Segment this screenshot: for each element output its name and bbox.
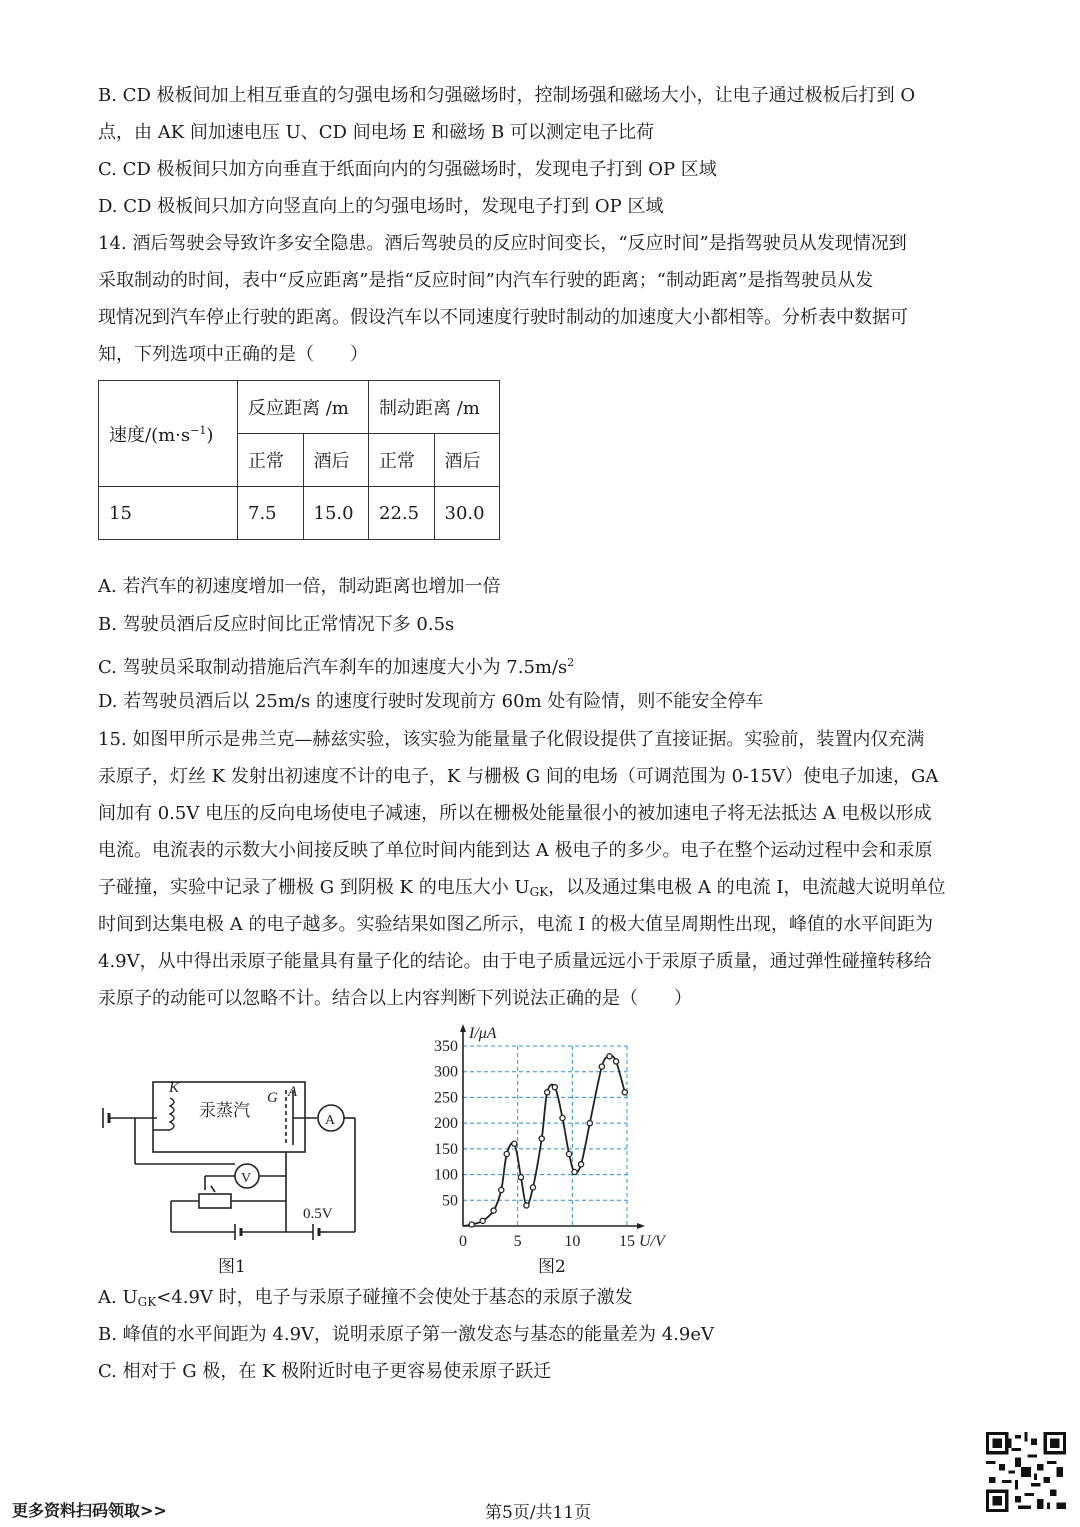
page-number: 第5页/共11页 — [485, 1503, 592, 1523]
chart-axes — [460, 1024, 645, 1229]
q15-stem-line7: 4.9V，从中得出汞原子能量具有量子化的结论。由于电子质量远远小于汞原子质量，通过弹性碰撞转移给 — [98, 951, 932, 972]
chart-tick-labels — [434, 1038, 635, 1250]
label-a: A — [288, 1084, 298, 1100]
q14-option-c — [98, 651, 574, 680]
table-cell-reaction-drunk: 15.0 — [303, 487, 369, 540]
data-point — [560, 1115, 565, 1120]
data-point — [539, 1136, 544, 1141]
data-point — [530, 1185, 535, 1190]
data-point — [480, 1218, 485, 1223]
y-axis-arrow — [460, 1024, 466, 1032]
q15-option-a-pre: A. U — [98, 1287, 138, 1308]
q14-option-d: D. 若驾驶员酒后以 25m/s 的速度行驶时发现前方 60m 处有险情，则不能安全停车 — [98, 691, 764, 712]
data-point — [545, 1090, 550, 1095]
table-cell-braking-drunk: 30.0 — [434, 487, 500, 540]
q15-option-a-subscript: GK — [137, 1295, 157, 1309]
x-tick-label: 0 — [459, 1233, 467, 1250]
y-axis-label: I/μA — [469, 1025, 497, 1042]
q15-stem-line8: 汞原子的动能可以忽略不计。结合以上内容判断下列说法正确的是（ ） — [98, 988, 692, 1009]
figure2-chart — [425, 1020, 685, 1252]
label-g: G — [267, 1090, 278, 1106]
q13-option-d: D. CD 极板间只加方向竖直向上的匀强电场时，发现电子打到 OP 区域 — [98, 196, 664, 217]
data-point — [504, 1151, 509, 1156]
q15-stem-line5b: ，以及通过集电极 A 的电流 I，电流越大说明单位 — [548, 877, 946, 898]
q15-stem-line3: 间加有 0.5V 电压的反向电场使电子减速，所以在栅极处能量很小的被加速电子将无法抵达 A 电极以形成 — [98, 803, 932, 824]
x-tick-label: 15 — [619, 1233, 635, 1250]
q14-data-table — [98, 380, 500, 540]
speed-header: 速度/(m·s — [109, 424, 191, 446]
table-cell-braking-normal: 22.5 — [369, 487, 435, 540]
q15-stem-line5a: 子碰撞，实验中记录了栅极 G 到阴极 K 的电压大小 U — [98, 877, 530, 898]
q15-stem-line2: 汞原子，灯丝 K 发射出初速度不计的电子，K 与栅极 G 间的电场（可调范围为 0-15V）使电子加速，GA — [98, 766, 939, 787]
y-tick-label: 100 — [434, 1166, 458, 1184]
data-point — [499, 1187, 504, 1192]
q14-option-c-text: C. 驾驶员采取制动措施后汽车刹车的加速度大小为 7.5m/s — [98, 657, 568, 678]
speed-header-close: ) — [206, 424, 214, 446]
y-tick-label: 50 — [442, 1192, 458, 1210]
data-point — [469, 1222, 474, 1227]
q15-option-c: C. 相对于 G 极，在 K 极附近时电子更容易使汞原子跃迁 — [98, 1361, 552, 1382]
x-tick-label: 5 — [513, 1233, 522, 1250]
data-point — [613, 1059, 618, 1064]
table-cell-reaction-normal: 7.5 — [238, 487, 304, 540]
footer-promo-link[interactable]: 更多资料扫码领取>> — [12, 1501, 167, 1520]
q15-stem-line6: 时间到达集电极 A 的电子越多。实验结果如图乙所示，电流 I 的极大值呈周期性出现，峰值的水平间距为 — [98, 914, 933, 935]
q15-stem-line4: 电流。电流表的示数大小间接反映了单位时间内能到达 A 极电子的多少。电子在整个运动过程中会和汞原 — [98, 840, 933, 861]
chart-points — [469, 1054, 627, 1227]
y-tick-label: 250 — [434, 1089, 458, 1107]
x-axis-arrow — [637, 1223, 645, 1229]
y-tick-label: 350 — [434, 1038, 458, 1055]
data-point — [518, 1175, 523, 1180]
q15-stem-line5 — [98, 876, 945, 904]
ammeter-icon: A — [325, 1113, 336, 1128]
data-point — [587, 1121, 592, 1126]
data-point — [512, 1141, 517, 1146]
voltmeter-icon: V — [241, 1171, 252, 1186]
braking-distance-header: 制动距离 /m — [369, 381, 500, 434]
q14-option-c-exponent: 2 — [567, 656, 575, 669]
qr-code — [986, 1432, 1066, 1512]
speed-unit-exponent: −1 — [190, 423, 207, 437]
table-row — [99, 487, 500, 540]
data-point — [578, 1162, 583, 1167]
y-tick-label: 150 — [434, 1140, 458, 1158]
figure1-caption: 图1 — [218, 1257, 246, 1277]
q15-stem-subscript: GK — [529, 885, 549, 899]
speed-header-cell — [99, 381, 238, 487]
chart-grid — [463, 1046, 627, 1226]
q13-option-b-line2: 点，由 AK 间加速电压 U、CD 间电场 E 和磁场 B 可以测定电子比荷 — [98, 122, 654, 143]
reaction-drunk-header: 酒后 — [303, 434, 369, 487]
data-point — [622, 1090, 627, 1095]
data-point — [572, 1169, 577, 1174]
q15-option-a — [98, 1286, 633, 1314]
figure2-caption: 图2 — [538, 1257, 566, 1277]
braking-normal-header: 正常 — [369, 434, 435, 487]
reaction-distance-header: 反应距离 /m — [238, 381, 369, 434]
label-k: K — [169, 1080, 180, 1096]
table-cell-speed: 15 — [99, 487, 238, 540]
data-point — [491, 1208, 496, 1213]
y-tick-label: 200 — [434, 1115, 458, 1133]
data-point — [552, 1085, 557, 1090]
q15-option-a-post: <4.9V 时，电子与汞原子碰撞不会使处于基态的汞原子激发 — [156, 1287, 633, 1308]
q13-option-c: C. CD 极板间只加方向垂直于纸面向内的匀强磁场时，发现电子打到 OP 区域 — [98, 159, 717, 180]
q13-option-b-line1: B. CD 极板间加上相互垂直的匀强电场和匀强磁场时，控制场强和磁场大小，让电子通过极板后打到 O — [98, 85, 916, 106]
data-point — [599, 1064, 604, 1069]
q14-stem-line4: 知，下列选项中正确的是（ ） — [98, 344, 368, 365]
q14-stem-line2: 采取制动的时间，表中“反应距离”是指“反应时间”内汽车行驶的距离；“制动距离”是指驾驶员从发 — [98, 270, 874, 291]
braking-drunk-header: 酒后 — [434, 434, 500, 487]
q14-stem-line3: 现情况到汽车停止行驶的距离。假设汽车以不同速度行驶时制动的加速度大小都相等。分析表中数据可 — [98, 307, 908, 328]
y-tick-label: 300 — [434, 1063, 458, 1081]
x-tick-label: 10 — [564, 1233, 581, 1250]
q15-option-b: B. 峰值的水平间距为 4.9V，说明汞原子第一激发态与基态的能量差为 4.9eV — [98, 1324, 715, 1345]
q14-stem-line1: 14. 酒后驾驶会导致许多安全隐患。酒后驾驶员的反应时间变长，“反应时间”是指驾驶员从发现情况到 — [98, 233, 907, 254]
figure1-circuit — [95, 1070, 370, 1270]
data-point — [524, 1203, 529, 1208]
data-point — [607, 1054, 612, 1059]
vapor-label: 汞蒸汽 — [199, 1101, 250, 1121]
q14-option-b: B. 驾驶员酒后反应时间比正常情况下多 0.5s — [98, 614, 455, 635]
reaction-normal-header: 正常 — [238, 434, 304, 487]
data-point — [566, 1151, 571, 1156]
q15-stem-line1: 15. 如图甲所示是弗兰克—赫兹实验，该实验为能量量子化假设提供了直接证据。实验前，装置内仅充满 — [98, 729, 925, 750]
voltage-label: 0.5V — [303, 1206, 333, 1222]
q14-option-a: A. 若汽车的初速度增加一倍，制动距离也增加一倍 — [98, 576, 501, 597]
x-axis-label: U/V — [639, 1233, 665, 1250]
